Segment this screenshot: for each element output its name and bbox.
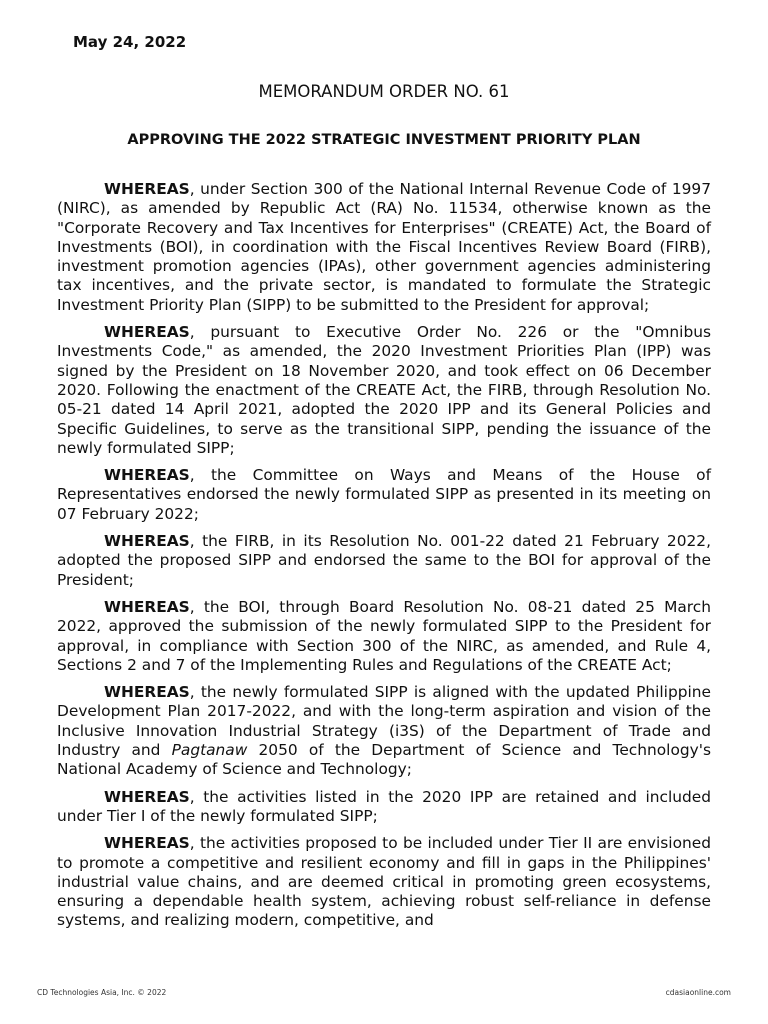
whereas-paragraph-2	[57, 323, 711, 458]
footer-copyright: CD Technologies Asia, Inc. © 2022	[37, 988, 167, 997]
whereas-keyword: WHEREAS	[104, 683, 190, 702]
whereas-paragraph-1	[57, 180, 711, 315]
paragraph-text: , the Committee on Ways and Means of the House of Representatives endorsed the newly formulated SIPP as presented in its meeting on 07 February 2022;	[57, 466, 711, 523]
whereas-keyword: WHEREAS	[104, 787, 190, 806]
paragraph-italic-term: Pagtanaw	[171, 741, 248, 760]
whereas-keyword: WHEREAS	[104, 597, 190, 616]
paragraph-text: , the FIRB, in its Resolution No. 001-22 dated 21 February 2022, adopted the proposed SIPP and endorsed the same to the BOI for approval of the President;	[57, 532, 711, 589]
memo-subject: APPROVING THE 2022 STRATEGIC INVESTMENT PRIORITY PLAN	[127, 132, 641, 148]
whereas-keyword: WHEREAS	[104, 466, 190, 485]
whereas-keyword: WHEREAS	[104, 532, 190, 551]
memo-body	[57, 180, 711, 939]
paragraph-text: 2050 of the Department of Science and Technology's National Academy of Science and Technology;	[57, 741, 711, 779]
paragraph-text: , the activities listed in the 2020 IPP are retained and included under Tier I of the newly formulated SIPP;	[57, 787, 711, 825]
whereas-paragraph-8	[57, 834, 711, 930]
whereas-paragraph-4	[57, 532, 711, 590]
whereas-paragraph-7	[57, 788, 711, 827]
whereas-paragraph-5	[57, 598, 711, 675]
whereas-paragraph-3	[57, 466, 711, 524]
paragraph-text: , pursuant to Executive Order No. 226 or the "Omnibus Investments Code," as amended, the 2020 Investment Priorities Plan (IPP) was signed by the President on 18 November 2020, and took effect on 06 December 2020. Following the enactment of the CREATE Act, the FIRB, through Resolution No. 05-21 dated 14 April 2021, adopted the 2020 IPP and its General Policies and Specific Guidelines, to serve as the transitional SIPP, pending the issuance of the newly formulated SIPP;	[57, 323, 711, 457]
paragraph-text: , the BOI, through Board Resolution No. 08-21 dated 25 March 2022, approved the submission of the newly formulated SIPP to the President for approval, in compliance with Section 300 of the NIRC, as amended, and Rule 4, Sections 2 and 7 of the Implementing Rules and Regulations of the CREATE Act;	[57, 597, 711, 674]
whereas-keyword: WHEREAS	[104, 834, 190, 853]
whereas-keyword: WHEREAS	[104, 323, 190, 342]
paragraph-text: , the activities proposed to be included under Tier II are envisioned to promote a competitive and resilient economy and fill in gaps in the Philippines' industrial value chains, and are deemed critical in promoting green ecosystems, ensuring a dependable health system, achieving robust self-reliance in defense systems, and realizing modern, competitive, and	[57, 834, 711, 930]
whereas-keyword: WHEREAS	[104, 180, 190, 198]
paragraph-text: , under Section 300 of the National Internal Revenue Code of 1997 (NIRC), as amended by Republic Act (RA) No. 11534, otherwise known as the "Corporate Recovery and Tax Incentives for Enterprises" (CREATE) Act, the Board of Investments (BOI), in coordination with the Fiscal Incentives Review Board (FIRB), investment promotion agencies (IPAs), other government agencies administering tax incentives, and the private sector, is mandated to formulate the Strategic Investment Priority Plan (SIPP) to be submitted to the President for approval;	[57, 180, 711, 314]
memo-title: MEMORANDUM ORDER NO. 61	[258, 82, 510, 101]
whereas-paragraph-6	[57, 683, 711, 779]
memo-date: May 24, 2022	[73, 33, 187, 51]
paragraph-text: , the newly formulated SIPP is aligned with the updated Philippine Development Plan 2017-2022, and with the long-term aspiration and vision of the Inclusive Innovation Industrial Strategy (i3S) of the Department of Trade and Industry and	[57, 683, 711, 760]
footer-website: cdasiaonline.com	[665, 988, 731, 997]
